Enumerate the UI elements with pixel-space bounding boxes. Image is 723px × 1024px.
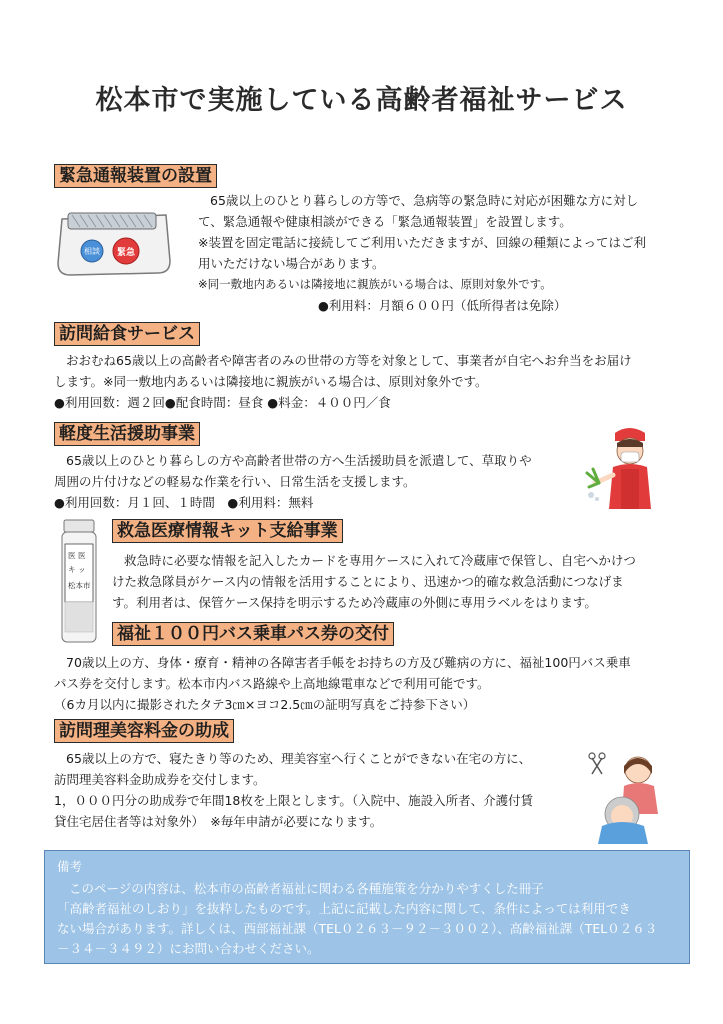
emergency-note: ※同一敷地内あるいは隣接地に親族がいる場合は、原則対象外です。 [198, 277, 552, 291]
heading-emergency-device: 緊急通報装置の設置 [54, 164, 217, 188]
meal-line-1: おおむね65歳以上の高齢者や障害者のみの世帯の方等を対象として、事業者が自宅へお弁当をお届け [66, 353, 632, 368]
heading-haircut-subsidy: 訪問理美容料金の助成 [54, 719, 234, 743]
lifesupport-description [54, 450, 532, 513]
barber-illustration [588, 752, 670, 844]
device-consult-label: 相談 [84, 247, 100, 256]
emergency-line-1: 65歳以上のひとり暮らしの方等で、急病等の緊急時に対応が困難な方に対し [210, 193, 639, 208]
haircut-line-2: 訪問理美容料金助成券を交付します。 [54, 772, 266, 787]
haircut-description [54, 748, 533, 832]
notes-body [57, 879, 657, 959]
haircut-line-3: 1，０００円分の助成券で年間18枚を上限とします。（入院中、施設入所者、介護付賃 [54, 793, 534, 808]
medical-kit-bottle-illustration [56, 518, 102, 646]
notes-line-4: －３４－３４９２）にお問い合わせください。 [57, 941, 320, 956]
emergency-line-4: 用いただけない場合があります。 [198, 256, 385, 271]
kit-description [112, 550, 636, 613]
kit-line-2: けた救急隊員がケース内の情報を活用することにより、迅速かつ的確な救急活動につなげま [112, 574, 624, 589]
emergency-line-3: ※装置を固定電話に接続してご利用いただきますが、回線の種類によってはご利 [198, 235, 646, 250]
emergency-device-illustration [54, 205, 174, 280]
emergency-line-2: て、緊急通報や健康相談ができる「緊急通報装置」を設置します。 [198, 214, 572, 229]
lifesupport-details: ●利用回数：月１回、１時間 ●利用料：無料 [54, 495, 314, 510]
helper-weeding-illustration [585, 425, 665, 510]
kit-line-3: す。利用者は、保管ケース保持を明示するため冷蔵庫の外側に専用ラベルをはります。 [112, 595, 597, 610]
meal-description [54, 350, 632, 413]
notes-line-3: ない場合があります。詳しくは、西部福祉課（TEL０２６３－９２－３００２）、高齢福祉課（TEL０２６３ [57, 921, 658, 936]
kit-line-1: 救急時に必要な情報を記入したカードを専用ケースに入れて冷蔵庫で保管し、自宅へかけつ [124, 553, 636, 568]
bus-description [54, 652, 631, 715]
notes-box [44, 850, 690, 964]
heading-meal-delivery: 訪問給食サービス [54, 322, 200, 346]
device-emergency-label: 緊急 [116, 248, 136, 258]
bus-line-3: （6カ月以内に撮影されたタテ3㎝×ヨコ2.5㎝の証明写真をご持参下さい） [54, 697, 476, 712]
notes-label: 備考 [57, 859, 83, 874]
page-title: 松本市で実施している高齢者福祉サービス [95, 85, 628, 116]
heading-bus-pass: 福祉１００円バス乗車パス券の交付 [112, 622, 394, 646]
bottle-label-text: 医 医 キ ッ 松本市 [68, 551, 91, 590]
bus-line-2: パス券を交付します。松本市内バス路線や上高地線電車などで利用可能です。 [54, 676, 490, 691]
heading-medical-kit: 救急医療情報キット支給事業 [112, 519, 343, 543]
emergency-description [198, 190, 646, 295]
bus-line-1: 70歳以上の方、身体・療育・精神の各障害者手帳をお持ちの方及び難病の方に、福祉100円バス乗車 [66, 655, 631, 670]
meal-line-2: します。※同一敷地内あるいは隣接地に親族がいる場合は、原則対象外です。 [54, 374, 488, 389]
heading-life-support: 軽度生活援助事業 [54, 422, 200, 446]
haircut-line-4: 貸住宅居住者等は対象外） ※毎年申請が必要になります。 [54, 814, 383, 829]
meal-details: ●利用回数：週２回●配食時間：昼食 ●料金：４００円／食 [54, 395, 391, 410]
haircut-line-1: 65歳以上の方で、寝たきり等のため、理美容室へ行くことができない在宅の方に、 [66, 751, 532, 766]
lifesupport-line-2: 周囲の片付けなどの軽易な作業を行い、日常生活を支援します。 [54, 474, 416, 489]
notes-line-2: 「高齢者福祉のしおり」を抜粋したものです。上記に記載した内容に関して、条件によっては利用でき [57, 901, 631, 916]
notes-line-1: このページの内容は、松本市の高齢者福祉に関わる各種施策を分かりやすくした冊子 [69, 881, 544, 896]
lifesupport-line-1: 65歳以上のひとり暮らしの方や高齢者世帯の方へ生活援助員を派遣して、草取りや [66, 453, 532, 468]
emergency-fee: ●利用料：月額６００円（低所得者は免除） [318, 298, 567, 313]
